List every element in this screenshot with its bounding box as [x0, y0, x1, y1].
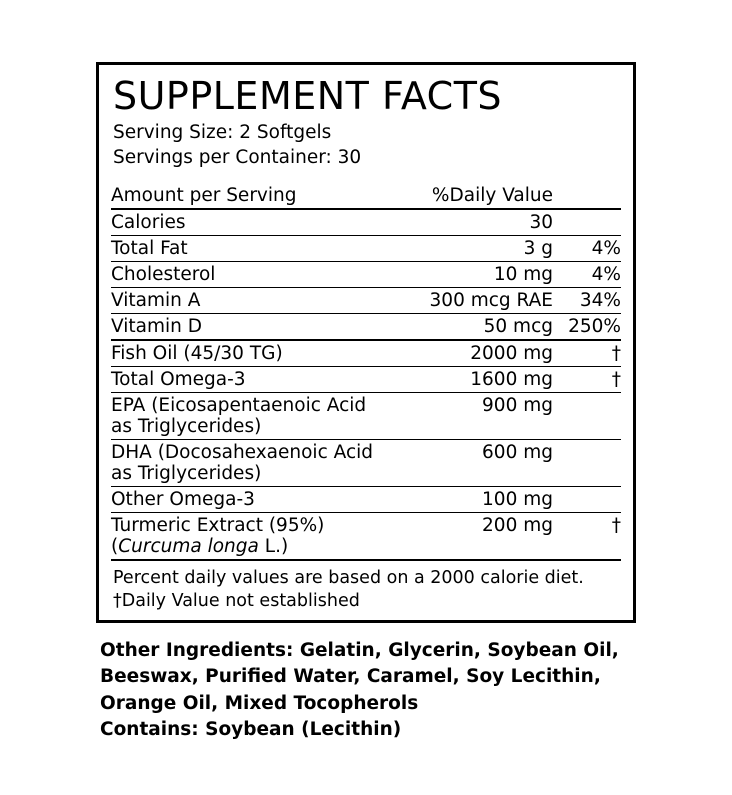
- row-dv: [553, 392, 621, 439]
- other-ingredients-line-1: Other Ingredients: Gelatin, Glycerin, Soybean Oil,: [100, 640, 619, 661]
- serving-size: Serving Size: 2 Softgels: [113, 121, 332, 143]
- servings-per-container: Servings per Container: 30: [113, 146, 362, 168]
- row-amount: 10 mg: [411, 261, 553, 287]
- nutrition-table: [111, 177, 621, 561]
- row-name: Total Fat: [111, 235, 411, 261]
- supplement-facts-panel: [96, 62, 636, 623]
- row-dv: 34%: [553, 287, 621, 313]
- row-name: Total Omega-3: [111, 366, 411, 392]
- row-amount: 2000 mg: [411, 340, 553, 367]
- row-amount: 3 g: [411, 235, 553, 261]
- row-name-continued: as Triglycerides): [111, 462, 262, 484]
- row-name: Calories: [111, 209, 411, 236]
- table-row: [111, 261, 621, 287]
- table-row: [111, 235, 621, 261]
- row-name-group: [111, 439, 411, 486]
- row-amount: 30: [411, 209, 553, 236]
- row-dv: †: [553, 340, 621, 367]
- table-row: [111, 209, 621, 236]
- row-name: Other Omega-3: [111, 486, 411, 512]
- paren-open: (: [111, 535, 119, 557]
- table-row: [111, 439, 621, 486]
- row-amount: 300 mcg RAE: [411, 287, 553, 313]
- row-dv: [553, 209, 621, 236]
- page-title: SUPPLEMENT FACTS: [113, 74, 503, 118]
- contains-statement: Contains: Soybean (Lecithin): [100, 718, 402, 740]
- row-name: Vitamin A: [111, 287, 411, 313]
- row-dv: [553, 439, 621, 486]
- row-name: Fish Oil (45/30 TG): [111, 340, 411, 367]
- other-ingredients-block: [100, 638, 660, 743]
- row-name-group: [111, 512, 411, 560]
- row-name: Vitamin D: [111, 313, 411, 340]
- row-amount: 200 mg: [411, 512, 553, 560]
- table-row: [111, 366, 621, 392]
- row-amount: 900 mg: [411, 392, 553, 439]
- row-name: EPA (Eicosapentaenoic Acid: [111, 394, 367, 416]
- footnote-dagger: †Daily Value not established: [113, 590, 360, 611]
- table-header-row: [111, 177, 621, 209]
- row-name-group: [111, 392, 411, 439]
- row-dv: 250%: [553, 313, 621, 340]
- other-ingredients-line-2: Beeswax, Purified Water, Caramel, Soy Lecithin,: [100, 666, 601, 688]
- row-amount: 1600 mg: [411, 366, 553, 392]
- row-dv: [553, 486, 621, 512]
- row-name: Cholesterol: [111, 261, 411, 287]
- row-name: DHA (Docosahexaenoic Acid: [111, 441, 374, 463]
- table-row: [111, 392, 621, 439]
- header-amount-per-serving: Amount per Serving: [111, 177, 411, 209]
- row-dv: †: [553, 512, 621, 560]
- row-dv: 4%: [553, 235, 621, 261]
- paren-close: L.): [258, 535, 289, 557]
- row-dv: 4%: [553, 261, 621, 287]
- table-row: [111, 340, 621, 367]
- row-name-continued: [111, 536, 411, 557]
- table-row: [111, 486, 621, 512]
- row-name-continued: as Triglycerides): [111, 415, 262, 437]
- table-row: [111, 313, 621, 340]
- table-row: [111, 287, 621, 313]
- other-ingredients-line-3: Orange Oil, Mixed Tocopherols: [100, 692, 419, 714]
- footnote-daily-values: Percent daily values are based on a 2000 calorie diet.: [113, 567, 584, 588]
- header-daily-value: %Daily Value: [411, 177, 553, 209]
- row-amount: 600 mg: [411, 439, 553, 486]
- row-amount: 100 mg: [411, 486, 553, 512]
- row-name: Turmeric Extract (95%): [111, 514, 325, 536]
- row-amount: 50 mcg: [411, 313, 553, 340]
- row-dv: †: [553, 366, 621, 392]
- table-row: [111, 512, 621, 560]
- header-spacer: [553, 177, 621, 209]
- botanical-name: Curcuma longa: [118, 535, 259, 557]
